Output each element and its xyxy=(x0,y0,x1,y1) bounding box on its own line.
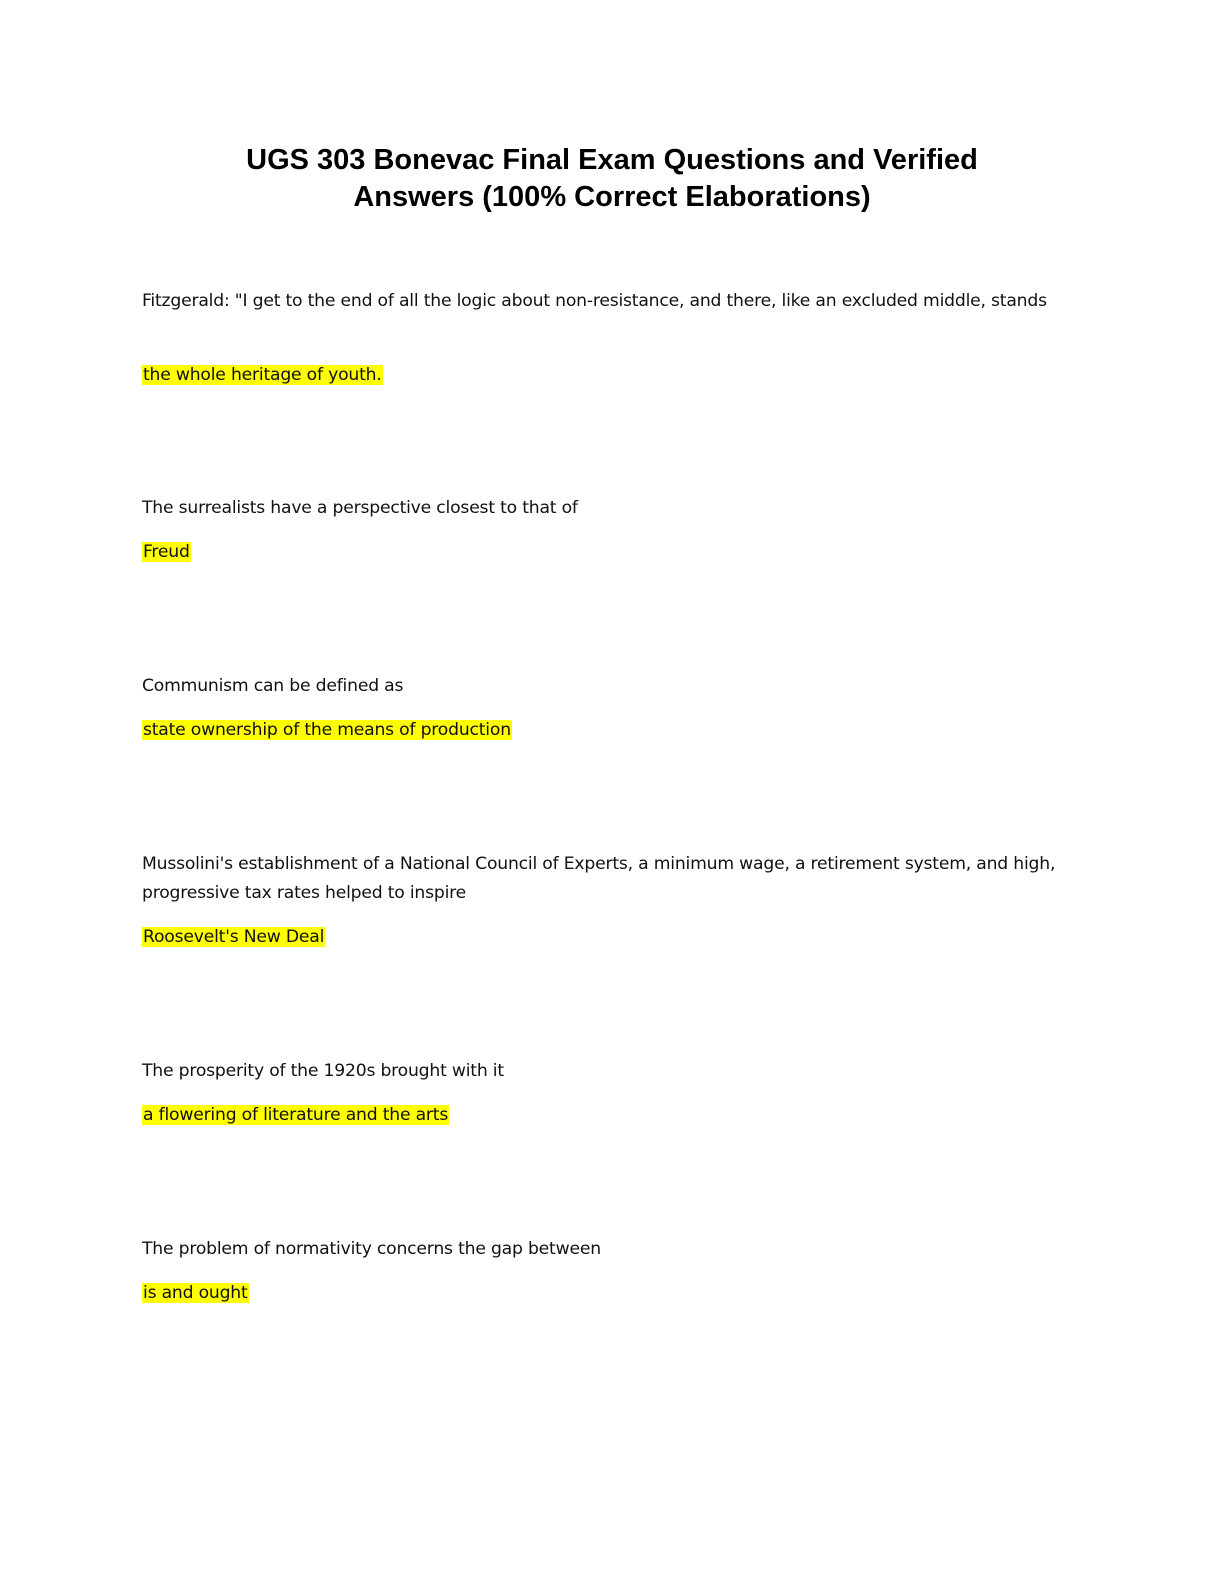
answer-2-highlight: Freud xyxy=(143,542,190,562)
answer-3 xyxy=(142,718,512,743)
answer-4-highlight: Roosevelt's New Deal xyxy=(143,927,325,947)
answer-5-highlight: a flowering of literature and the arts xyxy=(143,1105,449,1125)
answer-1-highlight: the whole heritage of youth. xyxy=(143,365,382,385)
page-title xyxy=(150,142,1074,216)
answer-2 xyxy=(142,540,191,565)
question-3: Communism can be defined as xyxy=(142,676,404,696)
answer-1 xyxy=(142,363,383,388)
answer-3-highlight: state ownership of the means of production xyxy=(143,720,511,740)
answer-6 xyxy=(142,1281,249,1306)
title-line-2: Answers (100% Correct Elaborations) xyxy=(353,181,871,213)
question-5: The prosperity of the 1920s brought with it xyxy=(142,1061,504,1081)
question-6: The problem of normativity concerns the gap between xyxy=(142,1239,601,1259)
question-4: Mussolini's establishment of a National Council of Experts, a minimum wage, a retirement system, and high, progressive tax rates helped to inspire xyxy=(142,854,1056,903)
title-line-1: UGS 303 Bonevac Final Exam Questions and Verified xyxy=(246,144,978,176)
question-1: Fitzgerald: "I get to the end of all the logic about non-resistance, and there, like an excluded middle, stands xyxy=(142,291,1047,311)
answer-4 xyxy=(142,925,325,950)
answer-5 xyxy=(142,1103,449,1128)
answer-6-highlight: is and ought xyxy=(143,1283,248,1303)
question-2: The surrealists have a perspective closest to that of xyxy=(142,498,578,518)
